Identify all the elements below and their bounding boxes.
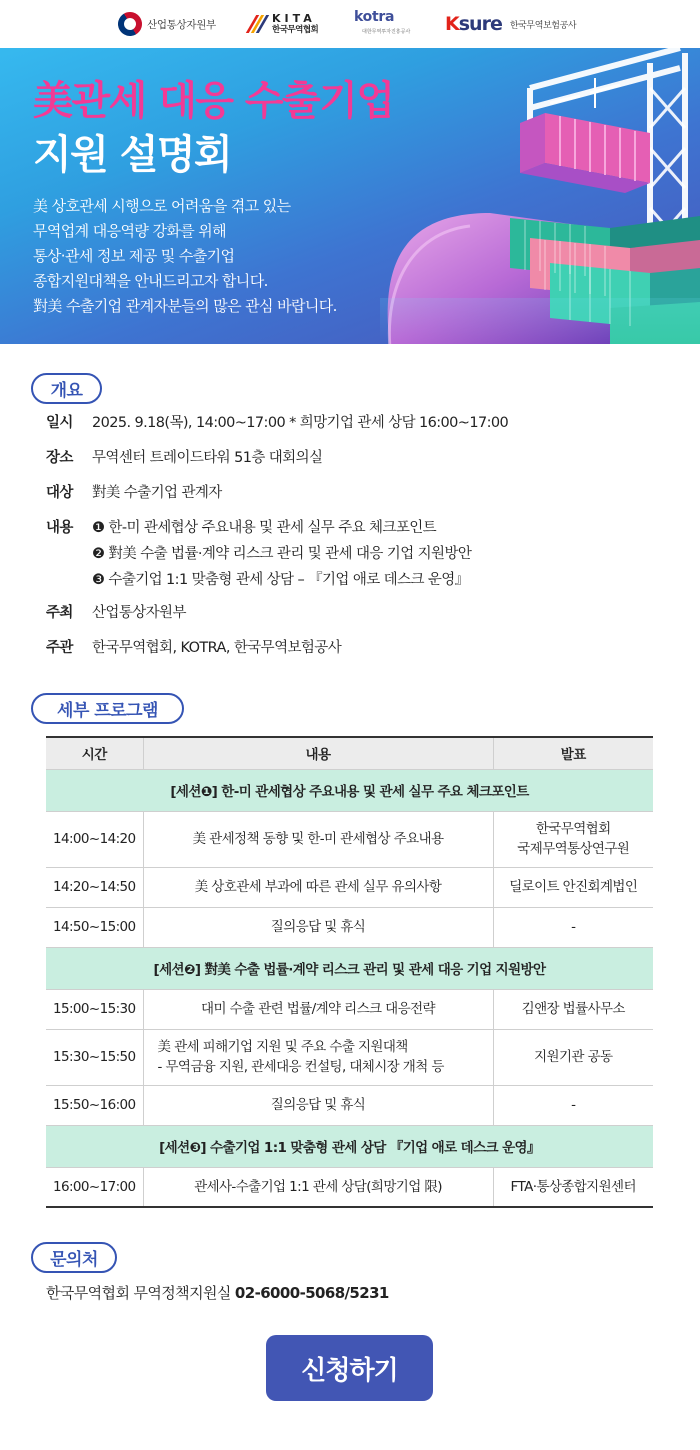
- speaker-cell: 한국무역협회 국제무역통상연구원: [493, 811, 653, 867]
- time-cell: 15:50~16:00: [46, 1085, 143, 1125]
- hero-title: [33, 74, 393, 182]
- overview-row-place: [46, 445, 322, 471]
- overview-value: 2025. 9.18(목), 14:00~17:00 * 희망기업 관세 상담 16:00~17:00: [92, 415, 509, 431]
- time-cell: 14:50~15:00: [46, 907, 143, 947]
- kita-logo-en: KITA: [272, 12, 316, 26]
- speaker-cell: 지원기관 공동: [493, 1029, 653, 1085]
- table-row: [46, 867, 653, 907]
- overview-value: 무역센터 트레이드타워 51층 대회의실: [92, 450, 323, 466]
- overview-value: 산업통상자원부: [92, 605, 186, 621]
- hero-desc-line: 美 상호관세 시행으로 어려움을 겪고 있는: [33, 197, 291, 215]
- overview-row-target: [46, 480, 222, 506]
- contact-phone: 02-6000-5068/5231: [234, 1284, 389, 1302]
- speaker-cell: 딜로이트 안진회계법인: [493, 867, 653, 907]
- session-row: [46, 1125, 653, 1167]
- content-cell: 美 관세 피해기업 지원 및 주요 수출 지원대책 - 무역금융 지원, 관세대응 컨설팅, 대체시장 개척 등: [143, 1029, 493, 1085]
- time-cell: 14:20~14:50: [46, 867, 143, 907]
- ksure-logo-en: Ksure: [445, 12, 502, 35]
- table-row: [46, 1085, 653, 1125]
- ksure-logo: [445, 10, 576, 38]
- table-row: [46, 989, 653, 1029]
- speaker-cell: 김앤장 법률사무소: [493, 989, 653, 1029]
- kita-stripes-icon: [248, 15, 266, 33]
- apply-button[interactable]: 신청하기: [266, 1335, 433, 1401]
- table-row: [46, 1167, 653, 1207]
- time-cell: 15:30~15:50: [46, 1029, 143, 1085]
- session-title: [세션❶] 한-미 관세협상 주요내용 및 관세 실무 주요 체크포인트: [46, 769, 653, 811]
- hero-desc-line: 무역업계 대응역량 강화를 위해: [33, 222, 227, 240]
- kotra-logo-kr: 대한무역투자진흥공사: [362, 29, 411, 35]
- port-containers-illustration: [380, 48, 700, 344]
- overview-heading: 개요: [31, 373, 102, 404]
- hero-banner: [0, 48, 700, 344]
- hero-desc-line: 통상·관세 정보 제공 및 수출기업: [33, 247, 235, 265]
- kita-logo: [248, 10, 318, 38]
- program-heading: 세부 프로그램: [31, 693, 184, 724]
- session-title: [세션❷] 對美 수출 법률·계약 리스크 관리 및 관세 대응 기업 지원방안: [46, 947, 653, 989]
- overview-label: 내용: [46, 520, 73, 536]
- content-cell: 질의응답 및 휴식: [143, 1085, 493, 1125]
- overview-label: 일시: [46, 415, 73, 431]
- table-row: [46, 811, 653, 867]
- hero-description: [33, 194, 413, 319]
- content-cell: 美 관세정책 동향 및 한-미 관세협상 주요내용: [143, 811, 493, 867]
- contact-info: [46, 1282, 389, 1303]
- time-cell: 15:00~15:30: [46, 989, 143, 1029]
- session-row: [46, 769, 653, 811]
- gov-logo: [118, 10, 216, 38]
- taegeuk-emblem-icon: [114, 8, 147, 41]
- time-cell: 14:00~14:20: [46, 811, 143, 867]
- overview-value: ❶ 한-미 관세협상 주요내용 및 관세 실무 주요 체크포인트 ❷ 對美 수출 법률·계약 리스크 관리 및 관세 대응 기업 지원방안 ❸ 수출기업 1:1 맞춤형 관세 상담 – 『기업 애로 데스크 운영』: [92, 520, 472, 588]
- content-cell: 관세사-수출기업 1:1 관세 상담(희망기업 限): [143, 1167, 493, 1207]
- logo-bar: [0, 0, 700, 48]
- overview-row-organizer: [46, 635, 341, 661]
- time-cell: 16:00~17:00: [46, 1167, 143, 1207]
- contact-heading: 문의처: [31, 1242, 117, 1273]
- kita-logo-kr: 한국무역협회: [272, 25, 319, 36]
- overview-label: 대상: [46, 485, 73, 501]
- speaker-cell: -: [493, 1085, 653, 1125]
- table-row: [46, 907, 653, 947]
- kotra-logo: [354, 10, 410, 38]
- overview-row-host: [46, 600, 186, 626]
- column-header: 내용: [143, 737, 493, 769]
- table-row: [46, 1029, 653, 1085]
- program-table: [46, 736, 653, 1208]
- hero-desc-line: 종합지원대책을 안내드리고자 합니다.: [33, 272, 268, 290]
- speaker-cell: FTA·통상종합지원센터: [493, 1167, 653, 1207]
- overview-value: 한국무역협회, KOTRA, 한국무역보험공사: [92, 640, 342, 656]
- ksure-logo-kr: 한국무역보험공사: [509, 20, 577, 31]
- hero-desc-line: 對美 수출기업 관계자분들의 많은 관심 바랍니다.: [33, 297, 337, 315]
- content-cell: 美 상호관세 부과에 따른 관세 실무 유의사항: [143, 867, 493, 907]
- gov-logo-text: 산업통상자원부: [147, 18, 216, 31]
- overview-label: 주관: [46, 640, 73, 656]
- overview-label: 주최: [46, 605, 73, 621]
- contact-org: 한국무역협회 무역정책지원실: [46, 1284, 231, 1302]
- overview-row-date: [46, 410, 508, 436]
- kotra-logo-en: kotra: [354, 9, 395, 25]
- column-header: 발표: [493, 737, 653, 769]
- content-cell: 대미 수출 관련 법률/계약 리스크 대응전략: [143, 989, 493, 1029]
- column-header: 시간: [46, 737, 143, 769]
- hero-title-line2: 지원 설명회: [33, 132, 232, 178]
- session-title: [세션❸] 수출기업 1:1 맞춤형 관세 상담 『기업 애로 데스크 운영』: [46, 1125, 653, 1167]
- speaker-cell: -: [493, 907, 653, 947]
- content-cell: 질의응답 및 휴식: [143, 907, 493, 947]
- overview-row-content: [46, 515, 471, 593]
- overview-label: 장소: [46, 450, 73, 466]
- session-row: [46, 947, 653, 989]
- hero-title-line1: 美관세 대응 수출기업: [33, 78, 394, 124]
- table-header-row: [46, 737, 653, 769]
- overview-value: 對美 수출기업 관계자: [92, 485, 222, 501]
